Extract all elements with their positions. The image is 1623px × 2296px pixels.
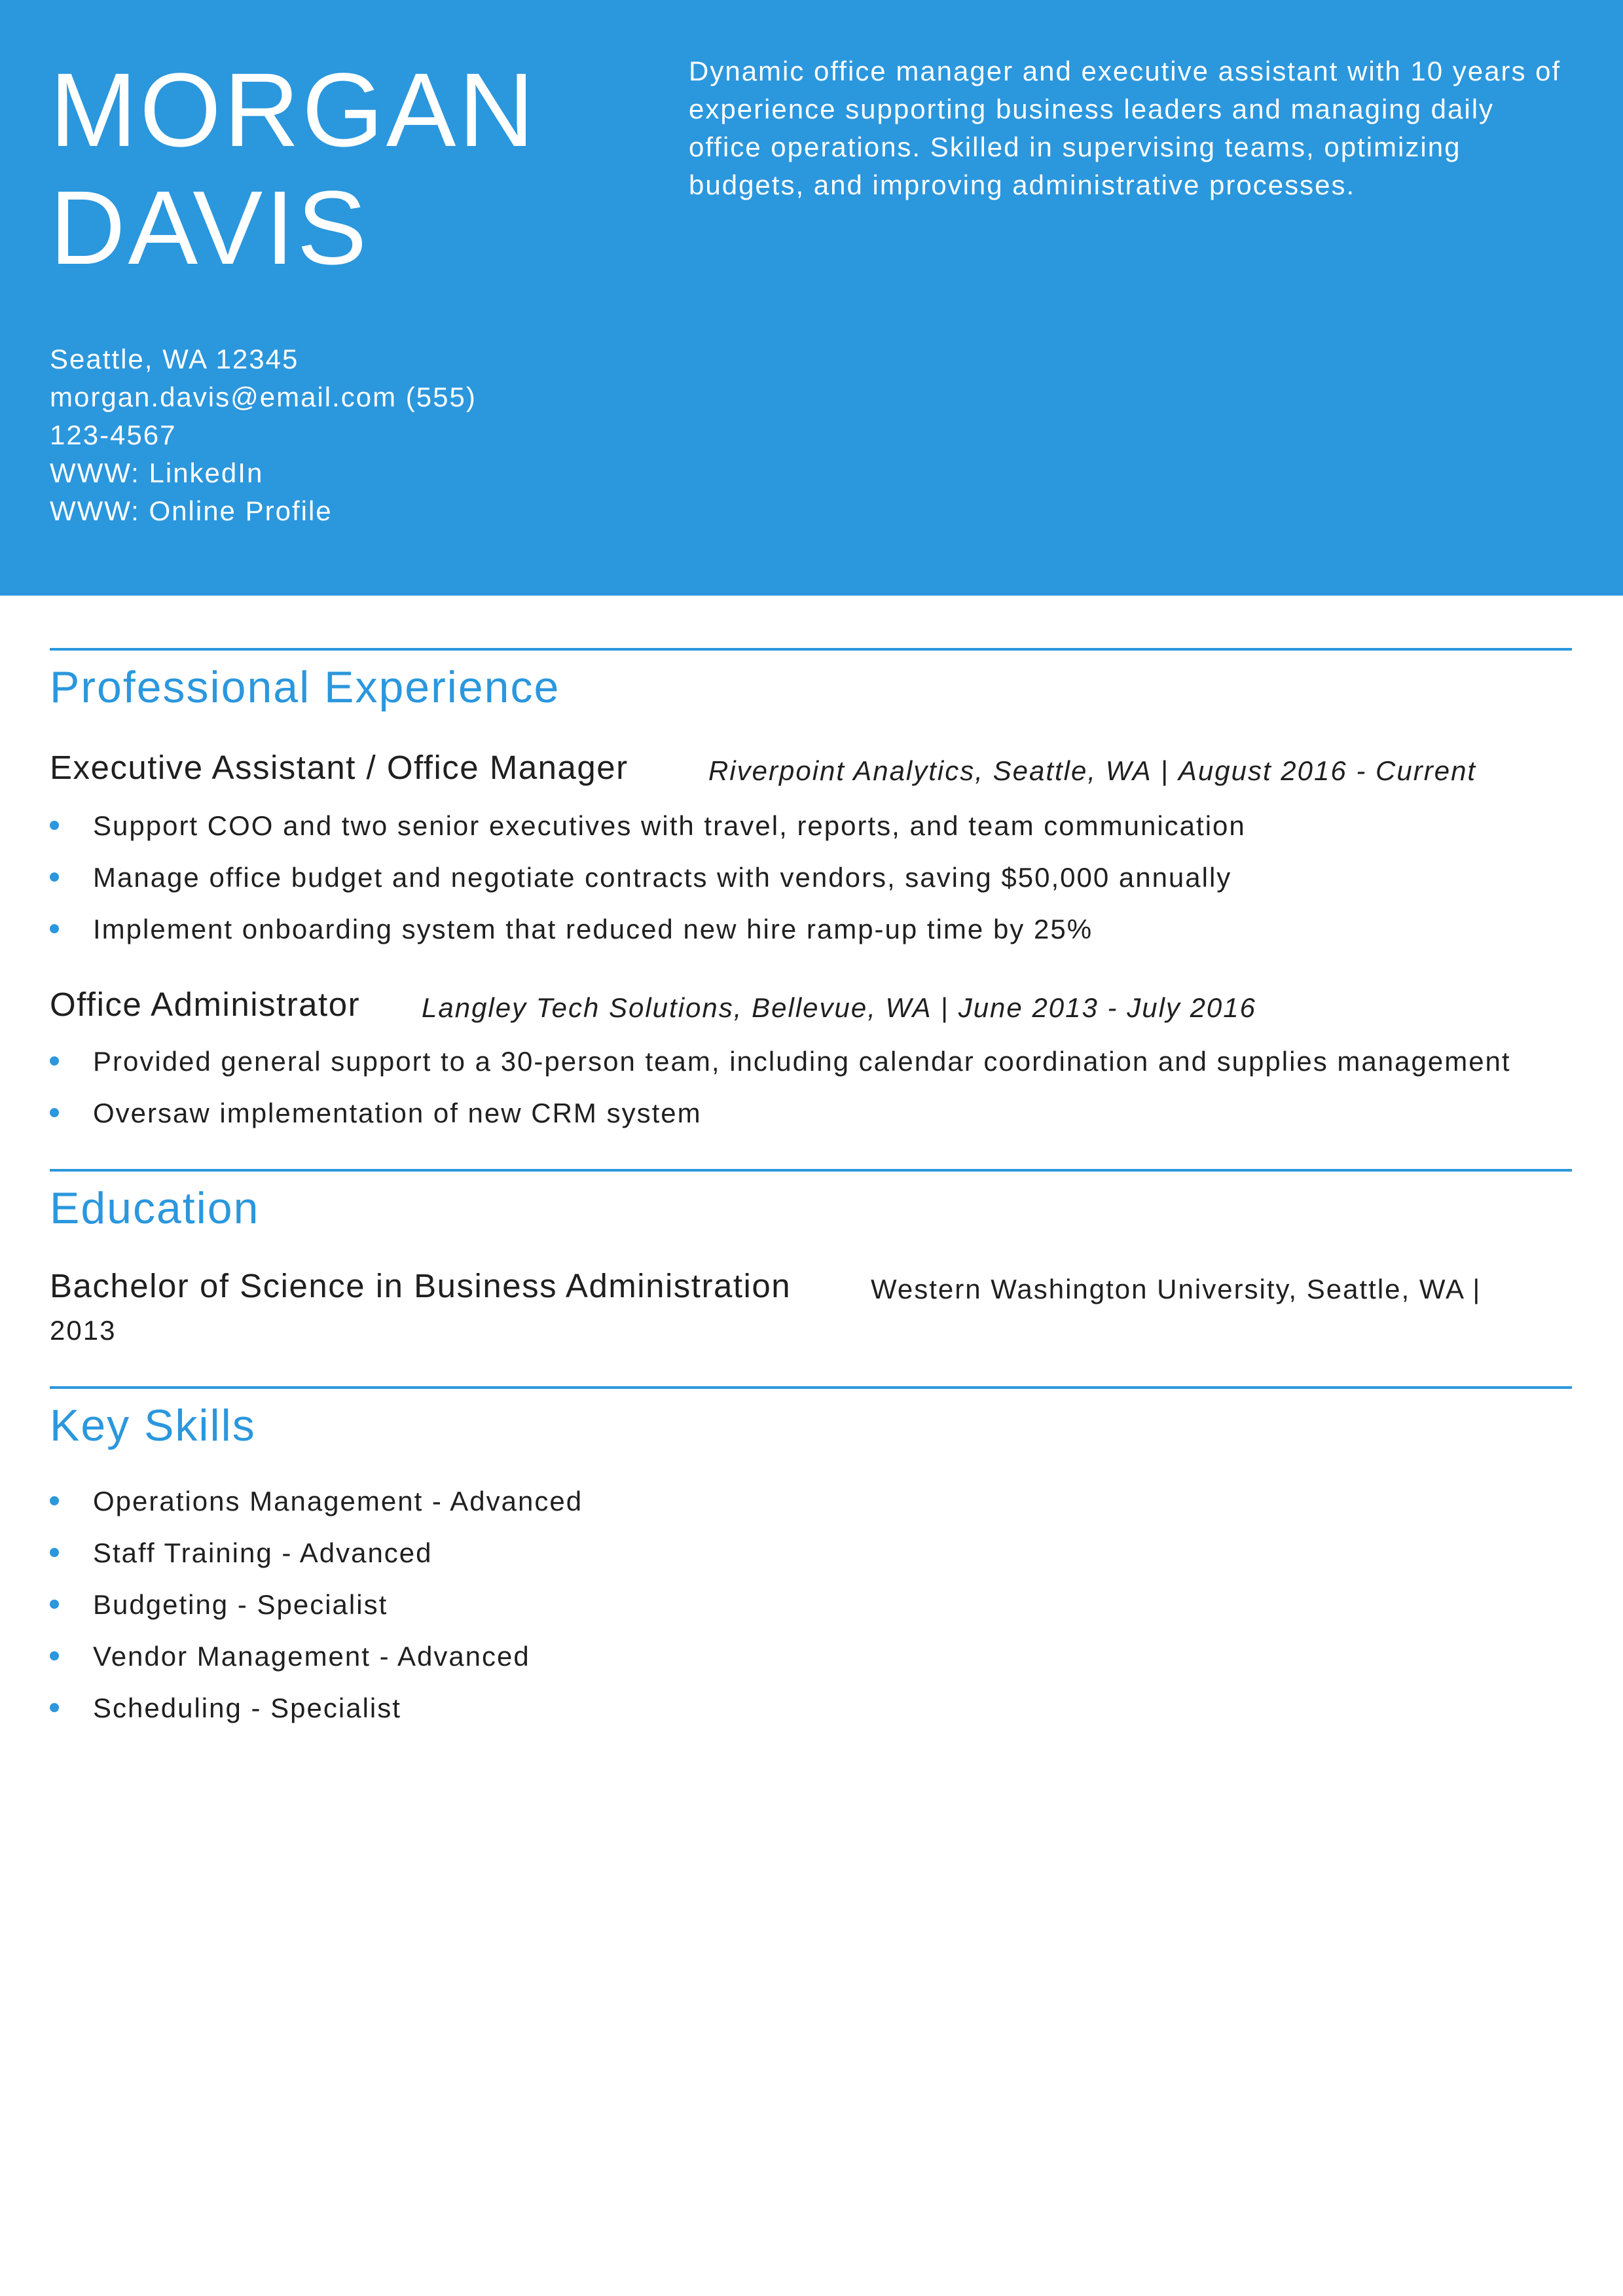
list-item: Oversaw implementation of new CRM system <box>50 1094 1575 1145</box>
contact-info <box>50 340 547 530</box>
bullet-icon <box>50 821 59 830</box>
list-item: Staff Training - Advanced <box>50 1534 1575 1585</box>
candidate-name <box>50 51 639 287</box>
list-item: Manage office budget and negotiate contracts with vendors, saving $50,000 annually <box>50 858 1575 910</box>
last-name: DAVIS <box>50 169 370 286</box>
list-item: Operations Management - Advanced <box>50 1482 1575 1534</box>
section-divider <box>50 1386 1572 1389</box>
job-meta: Riverpoint Analytics, Seattle, WA | August 2016 - Current <box>708 755 1477 786</box>
experience-heading: Professional Experience <box>50 662 560 712</box>
list-item: Budgeting - Specialist <box>50 1585 1575 1637</box>
education-school: Western Washington University, Seattle, WA | <box>871 1274 1482 1304</box>
job-bullets <box>50 1042 1575 1145</box>
list-item: Implement onboarding system that reduced new hire ramp-up time by 25% <box>50 910 1575 961</box>
contact-email-phone[interactable]: morgan.davis@email.com (555) <box>50 382 477 412</box>
education-heading: Education <box>50 1183 260 1233</box>
job-meta: Langley Tech Solutions, Bellevue, WA | June 2013 - July 2016 <box>422 992 1256 1023</box>
job-dates: August 2016 - Current <box>1178 755 1477 786</box>
education-year: 2013 <box>50 1315 117 1346</box>
contact-location: Seattle, WA 12345 <box>50 344 299 374</box>
skills-list <box>50 1482 1575 1740</box>
section-divider <box>50 648 1572 651</box>
header-banner <box>0 0 1623 596</box>
job-company: Langley Tech Solutions <box>422 992 734 1023</box>
contact-online-profile[interactable]: WWW: Online Profile <box>50 495 333 526</box>
bullet-icon <box>50 1108 59 1117</box>
profile-summary: Dynamic office manager and executive assistant with 10 years of experience supporting business leaders and managing daily office operations. Skilled in supervising teams, optimizing budgets, and improving administrative processes. <box>689 56 1561 200</box>
list-item: Vendor Management - Advanced <box>50 1637 1575 1689</box>
contact-linkedin[interactable]: WWW: LinkedIn <box>50 457 264 488</box>
section-divider <box>50 1169 1572 1172</box>
education-degree: Bachelor of Science in Business Administration <box>50 1267 792 1304</box>
bullet-icon <box>50 924 59 933</box>
bullet-icon <box>50 1651 59 1660</box>
list-item: Support COO and two senior executives with travel, reports, and team communication <box>50 806 1575 858</box>
list-item: Scheduling - Specialist <box>50 1689 1575 1740</box>
job-title: Executive Assistant / Office Manager <box>50 749 629 786</box>
skills-heading: Key Skills <box>50 1401 256 1450</box>
bullet-icon <box>50 1703 59 1712</box>
contact-phone-cont: 123-4567 <box>50 420 177 450</box>
bullet-icon <box>50 1548 59 1557</box>
job-bullets <box>50 806 1575 961</box>
list-item: Provided general support to a 30-person team, including calendar coordination and supplies management <box>50 1042 1575 1094</box>
bullet-icon <box>50 1056 59 1066</box>
bullet-icon <box>50 1600 59 1609</box>
bullet-icon <box>50 1496 59 1505</box>
job-dates: June 2013 - July 2016 <box>958 992 1256 1023</box>
job-location: Bellevue, WA <box>752 992 932 1023</box>
bullet-icon <box>50 872 59 882</box>
job-location: Seattle, WA <box>993 755 1152 786</box>
job-title: Office Administrator <box>50 986 361 1023</box>
job-company: Riverpoint Analytics <box>708 755 976 786</box>
first-name: MORGAN <box>50 51 537 168</box>
